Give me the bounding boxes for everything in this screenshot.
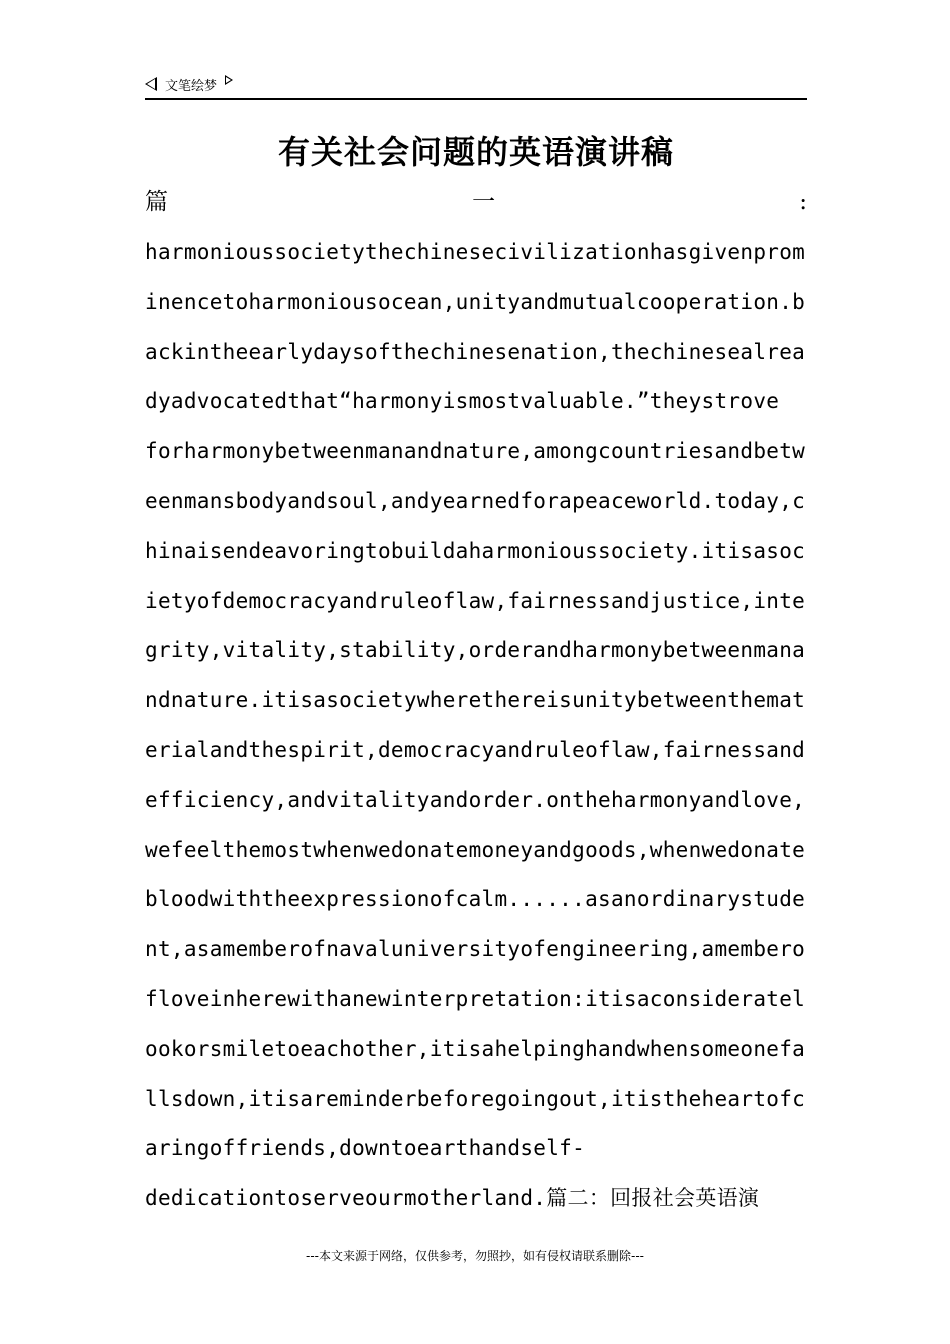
body-text bbox=[145, 232, 807, 1228]
text-line: forharmonybetweenmanandnature,amongcountriesandbetw bbox=[145, 439, 806, 464]
text-line: hinaisendeavoringtobuildaharmonioussociety.itisasoc bbox=[145, 538, 806, 563]
text-line: ookorsmiletoeachother,itisahelpinghandwhensomeonefa bbox=[145, 1036, 806, 1061]
section-number: 一 bbox=[472, 189, 496, 215]
text-line: ackintheearlydaysofthechinesenation,thechinesealrea bbox=[145, 339, 806, 364]
text-line: dedicationtoserveourmotherland.篇二：回报社会英语演 bbox=[145, 1186, 760, 1211]
text-line: ndnature.itisasocietywherethereisunitybetweenthemat bbox=[145, 688, 806, 713]
text-line: aringoffriends,downtoearthandself- bbox=[145, 1136, 586, 1161]
text-line: dyadvocatedthat“harmonyismostvaluable.”theystrove bbox=[145, 389, 780, 414]
section-colon: : bbox=[799, 189, 807, 215]
text-line: grity,vitality,stability,orderandharmonybetweenmana bbox=[145, 638, 806, 663]
text-line: nt,asamemberofnavaluniversityofengineering,amembero bbox=[145, 937, 806, 962]
text-line: bloodwiththeexpressionofcalm......asanordinarystude bbox=[145, 887, 806, 912]
header-brand: 文笔绘梦 bbox=[165, 78, 218, 94]
text-line: llsdown,itisareminderbeforegoingout,itistheheartofc bbox=[145, 1086, 806, 1111]
document-title: 有关社会问题的英语演讲稿 bbox=[277, 133, 674, 171]
page-header bbox=[145, 74, 807, 100]
section-heading bbox=[145, 184, 807, 220]
text-line: inencetoharmoniousocean,unityandmutualcooperation.b bbox=[145, 289, 806, 314]
text-line: erialandthespirit,democracyandruleoflaw,fairnessand bbox=[145, 737, 806, 762]
text-line: floveinherewithanewinterpretation:itisaconsideratel bbox=[145, 986, 806, 1011]
page-footer: ---本文来源于网络，仅供参考，勿照抄，如有侵权请联系删除--- bbox=[306, 1249, 644, 1263]
triangle-right-icon bbox=[225, 75, 233, 85]
text-line: harmonioussocietythechinesecivilizationhasgivenprom bbox=[145, 240, 806, 264]
text-line: ietyofdemocracyandruleoflaw,fairnessandjustice,inte bbox=[145, 588, 806, 613]
triangle-left-icon bbox=[145, 77, 157, 91]
section-label: 篇 bbox=[145, 189, 168, 215]
text-line: eenmansbodyandsoul,andyearnedforapeaceworld.today,c bbox=[145, 488, 806, 513]
text-line: wefeelthemostwhenwedonatemoneyandgoods,whenwedonate bbox=[145, 837, 806, 862]
text-line: efficiency,andvitalityandorder.ontheharmonyandlove, bbox=[145, 787, 806, 812]
